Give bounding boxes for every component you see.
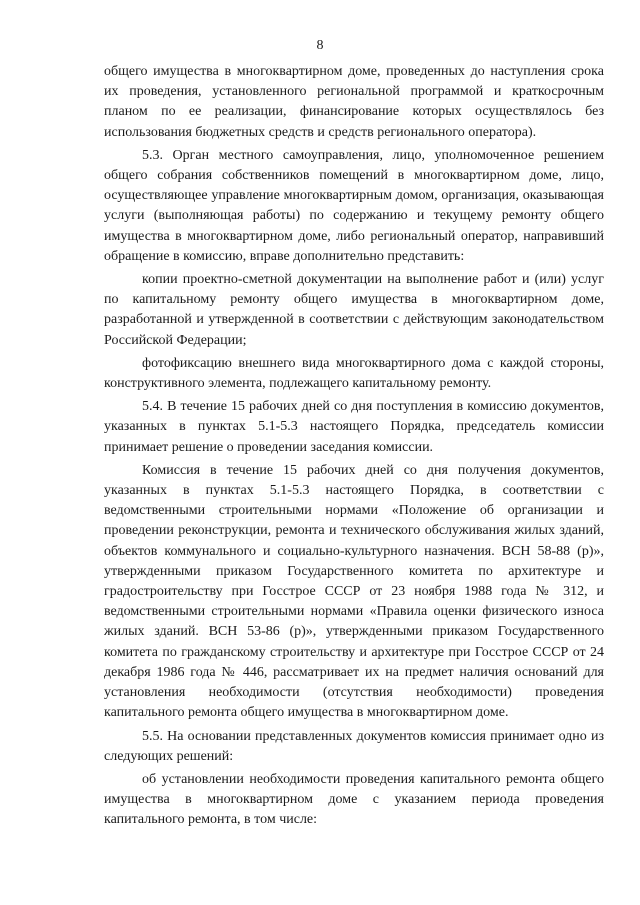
document-body [104,62,604,831]
paragraph-design-docs: копии проектно-сметной документации на выполнение работ и (или) услуг по капитальному ремонту общего имущества в многоквартирном доме, разработанной и утвержденной в соответствии с действующим законодательством Российской Федерации; [104,272,604,348]
paragraph-continuation: общего имущества в многоквартирном доме, проведенных до наступления срока их проведения, установленного региональной программой и краткосрочным планом по ее реализации, финансирование которых осуществлялось без использования бюджетных средств и средств регионального оператора). [104,64,604,140]
paragraph-commission: Комиссия в течение 15 рабочих дней со дня получения документов, указанных в пунктах 5.1-5.3 настоящего Порядка, в соответствии с ведомственными строительными нормами «Положение об организации и проведении реконструкции, ремонта и технического обслуживания жилых зданий, объектов коммунального и социально-культурного назначения. ВСН 58-88 (р)», утвержденными приказом Государственного комитета по архитектуре и градостроительству при Госстрое СССР от 23 ноября 1988 года № 312, и ведомственными строительными нормами «Правила оценки физического износа жилых зданий. ВСН 53-86 (р)», утвержденными приказом Государственного комитета по гражданскому строительству и архитектуре при Госстрое СССР от 24 декабря 1986 года № 446, рассматривает их на предмет наличия оснований для установления необходимости (отсутствия необходимости) проведения капитального ремонта общего имущества в многоквартирном доме. [104,462,604,721]
paragraph-decision: об установлении необходимости проведения капитального ремонта общего имущества в многоквартирном доме с указанием периода проведения капитального ремонта, в том числе: [104,771,604,828]
paragraph-5-4: 5.4. В течение 15 рабочих дней со дня поступления в комиссию документов, указанных в пунктах 5.1-5.3 настоящего Порядка, председатель комиссии принимает решение о проведении заседания комиссии. [104,399,604,455]
paragraph-5-3: 5.3. Орган местного самоуправления, лицо, уполномоченное решением общего собрания собственников помещений в многоквартирном доме, лицо, осуществляющее управление многоквартирным домом, организация, оказывающая услуги (выполняющая работы) по содержанию и текущему ремонту общего имущества в многоквартирном доме, либо региональный оператор, направивший обращение в комиссию, вправе дополнительно представить: [104,147,604,264]
paragraph-5-5: 5.5. На основании представленных документов комиссия принимает одно из следующих решений: [104,728,604,764]
page-number: 8 [316,38,324,53]
paragraph-photo: фотофиксацию внешнего вида многоквартирного дома с каждой стороны, конструктивного элемента, подлежащего капитальному ремонту. [104,355,604,392]
